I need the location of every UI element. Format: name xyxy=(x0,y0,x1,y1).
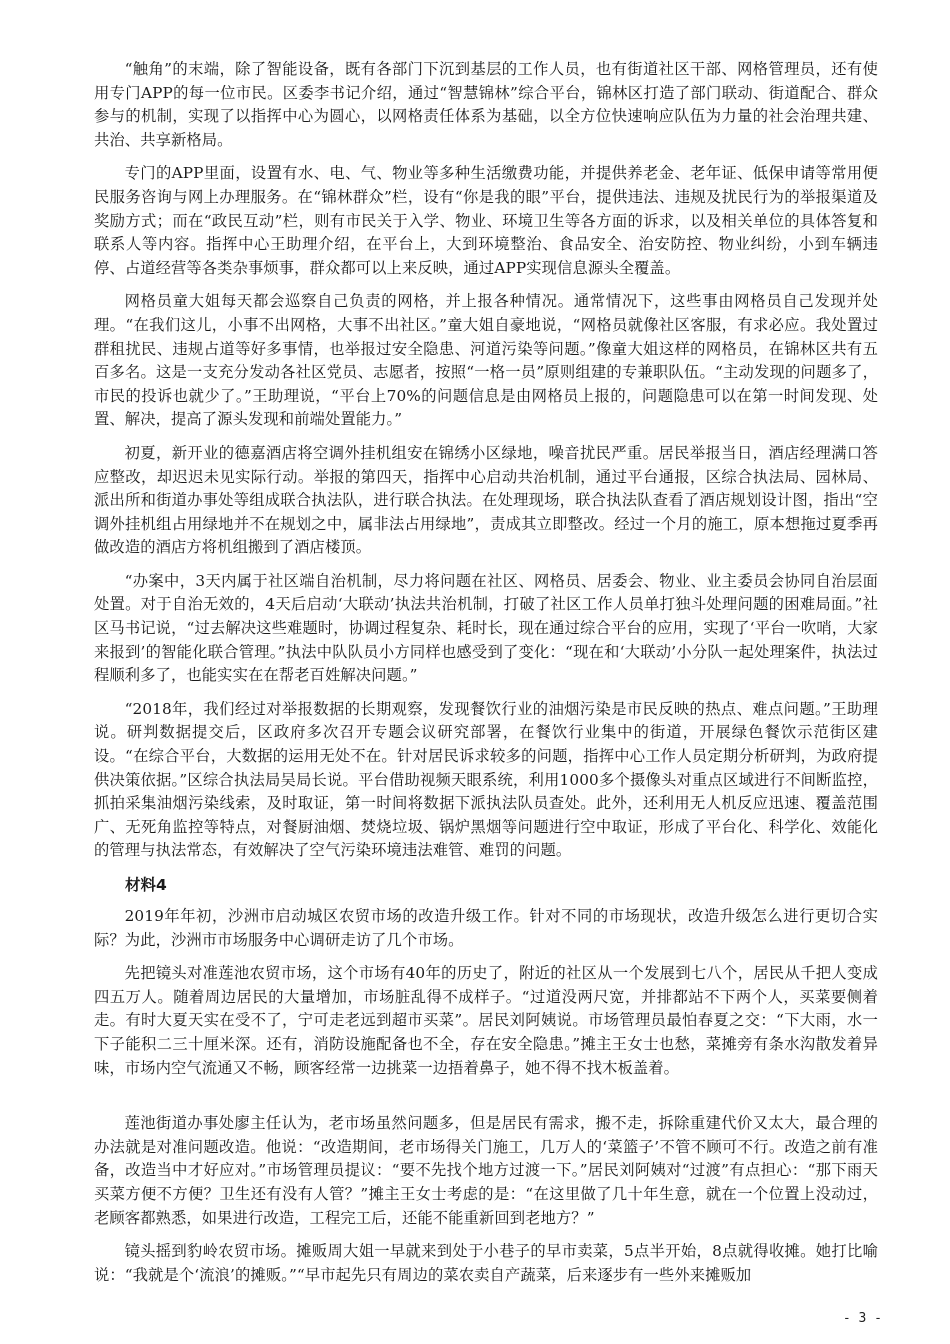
paragraph-10: 镜头摇到豹岭农贸市场。摊贩周大姐一早就来到处于小巷子的早市卖菜，5点半开始，8点就得收摊。她打比喻说：“我就是个‘流浪’的摊贩。”“早市起先只有周边的菜农卖自产蔬菜，后来逐步有一些外来摊贩加 xyxy=(94,1242,878,1284)
paragraph-1: “触角”的末端，除了智能设备，既有各部门下沉到基层的工作人员，也有街道社区干部、网格管理员，还有使用专门APP的每一位市民。区委李书记介绍，通过“智慧锦林”综合平台，锦林区打造了部门联动、街道配合、群众参与的机制，实现了以指挥中心为圆心，以网格责任体系为基础，以全方位快速响应队伍为力量的社会治理共建、共治、共享新格局。 xyxy=(94,60,878,149)
paragraph-7: 2019年年初，沙洲市启动城区农贸市场的改造升级工作。针对不同的市场现状，改造升级怎么进行更切合实际？为此，沙洲市市场服务中心调研走访了几个市场。 xyxy=(94,907,878,949)
document-page xyxy=(94,58,878,1297)
paragraph-9: 莲池街道办事处廖主任认为，老市场虽然问题多，但是居民有需求，搬不走，拆除重建代价又太大，最合理的办法就是对准问题改造。他说：“改造期间，老市场得关门施工，几万人的‘菜篮子’不管不顾可不行。改造之前有准备，改造当中才好应对。”市场管理员提议：“要不先找个地方过渡一下。”居民刘阿姨对“过渡”有点担心：“那下雨天买菜方便不方便？卫生还有没有人管？”摊主王女士考虑的是：“在这里做了几十年生意，就在一个位置上没动过，老顾客都熟悉，如果进行改造，工程完工后，还能不能重新回到老地方？” xyxy=(94,1114,878,1227)
paragraph-8: 先把镜头对准莲池农贸市场，这个市场有40年的历史了，附近的社区从一个发展到七八个，居民从千把人变成四五万人。随着周边居民的大量增加，市场脏乱得不成样子。“过道没两尺宽，并排都站不下两个人，买菜要侧着走。有时大夏天实在受不了，宁可走老远到超市买菜”。居民刘阿姨说。市场管理员最怕春夏之交：“下大雨，水一下子能积二三十厘米深。还有，消防设施配备也不全，存在安全隐患。”摊主王女士也愁，菜摊旁有条水沟散发着异味，市场内空气流通又不畅，顾客经常一边挑菜一边捂着鼻子，她不得不找木板盖着。 xyxy=(94,964,878,1077)
paragraph-4: 初夏，新开业的德嘉酒店将空调外挂机组安在锦绣小区绿地，噪音扰民严重。居民举报当日，酒店经理满口答应整改，却迟迟未见实际行动。举报的第四天，指挥中心启动共治机制，通过平台通报，区综合执法局、园林局、派出所和街道办事处等组成联合执法队，进行联合执法。在处理现场，联合执法队查看了酒店规划设计图，指出“空调外挂机组占用绿地并不在规划之中，属非法占用绿地”，责成其立即整改。经过一个月的施工，原本想拖过夏季再做改造的酒店方将机组搬到了酒店楼顶。 xyxy=(94,443,878,557)
section-heading-material-4: 材料4 xyxy=(125,876,167,894)
paragraph-2: 专门的APP里面，设置有水、电、气、物业等多种生活缴费功能，并提供养老金、老年证、低保申请等常用便民服务咨询与网上办理服务。在“锦林群众”栏，设有“你是我的眼”平台，提供违法、违规及扰民行为的举报渠道及奖励方式；而在“政民互动”栏，则有市民关于入学、物业、环境卫生等各方面的诉求，以及相关单位的具体答复和联系人等内容。指挥中心王助理介绍，在平台上，大到环境整治、食品安全、治安防控、物业纠纷，小到车辆违停、占道经营等各类杂事烦事，群众都可以上来反映，通过APP实现信息源头全覆盖。 xyxy=(94,164,878,277)
page-number: - 3 - xyxy=(842,1311,882,1326)
paragraph-6: “2018年，我们经过对举报数据的长期观察，发现餐饮行业的油烟污染是市民反映的热点、难点问题。”王助理说。研判数据提交后，区政府多次召开专题会议研究部署，在餐饮行业集中的街道，开展绿色餐饮示范街区建设。“在综合平台，大数据的运用无处不在。针对居民诉求较多的问题，指挥中心工作人员定期分析研判，为政府提供决策依据。”区综合执法局吴局长说。平台借助视频天眼系统，利用1000多个摄像头对重点区域进行不间断监控，抓拍采集油烟污染线索，及时取证，第一时间将数据下派执法队员查处。此外，还利用无人机反应迅速、覆盖范围广、无死角监控等特点，对餐厨油烟、焚烧垃圾、锅炉黑烟等问题进行空中取证，形成了平台化、科学化、效能化的管理与执法常态，有效解决了空气污染环境违法难管、难罚的问题。 xyxy=(94,699,878,860)
paragraph-5: “办案中，3天内属于社区端自治机制，尽力将问题在社区、网格员、居委会、物业、业主委员会协同自治层面处置。对于自治无效的，4天后启动‘大联动’执法共治机制，打破了社区工作人员单打独斗处理问题的困难局面。”社区马书记说，“过去解决这些难题时，协调过程复杂、耗时长，现在通过综合平台的应用，实现了‘平台一吹哨，大家来报到’的智能化联合管理。”执法中队队员小方同样也感受到了变化：“现在和‘大联动’小分队一起处理案件，执法过程顺利多了，也能实实在在帮老百姓解决问题。” xyxy=(94,571,878,685)
paragraph-3: 网格员童大姐每天都会巡察自己负责的网格，并上报各种情况。通常情况下，这些事由网格员自己发现并处理。“在我们这儿，小事不出网格，大事不出社区。”童大姐自豪地说，“网格员就像社区客服，有求必应。我处置过群租扰民、违规占道等好多事情，也举报过安全隐患、河道污染等问题。”像童大姐这样的网格员，在锦林区共有五百多名。这是一支充分发动各社区党员、志愿者，按照“一格一员”原则组建的专兼职队伍。“主动发现的问题多了，市民的投诉也就少了。”王助理说，“平台上70%的问题信息是由网格员上报的，问题隐患可以在第一时间发现、处置、解决，提高了源头发现和前端处置能力。” xyxy=(94,292,878,429)
